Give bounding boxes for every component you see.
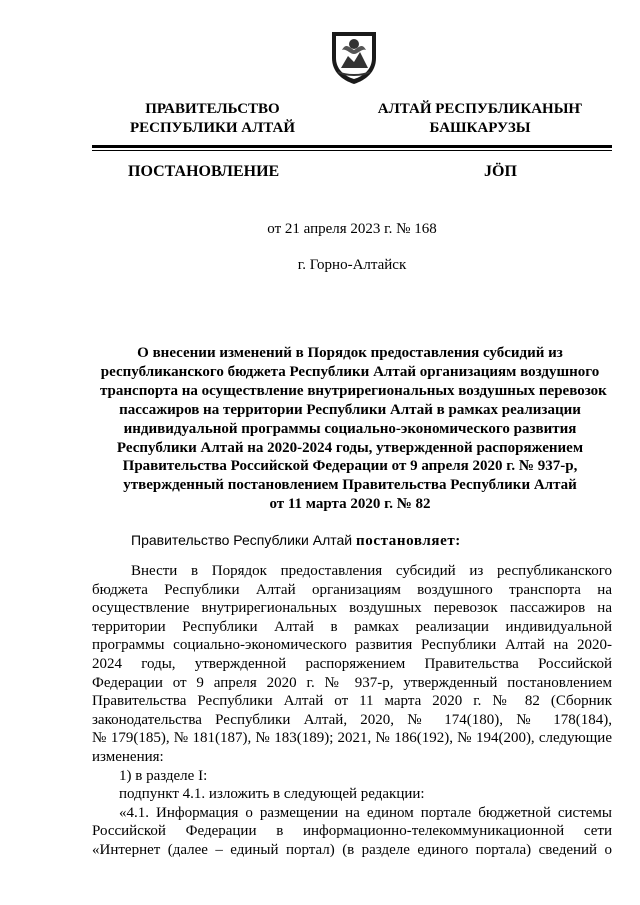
body-line: Правительства Республики Алтай от 11 марта 2020 г. № 82 (Сборник <box>92 693 612 710</box>
title-line: республиканского бюджета Республики Алтай организациям воздушного <box>100 363 600 380</box>
subitem-4-1: подпункт 4.1. изложить в следующей редакции: <box>119 786 425 803</box>
body-line: бюджета Республики Алтай организациям воздушного транспорта на <box>92 581 612 598</box>
title-line: О внесении изменений в Порядок предоставления субсидий из <box>137 345 563 361</box>
quote-line: «4.1. Информация о размещении на едином портале бюджетной системы <box>119 804 612 821</box>
header-right-line1: АЛТАЙ РЕСПУБЛИКАНЫҤ <box>377 101 583 117</box>
title-line: утвержденный постановлением Правительства Республики Алтай <box>123 477 577 494</box>
title-line: транспорта на осуществление внутрирегиональных воздушных перевозок <box>100 382 607 399</box>
government-name-altai <box>360 100 600 138</box>
altai-coat-of-arms-icon <box>328 28 380 86</box>
document-title <box>100 344 607 514</box>
body-line: программы социально-экономического развития Республики Алтай на 2020- <box>92 637 612 654</box>
header-left-line1: ПРАВИТЕЛЬСТВО <box>145 101 280 117</box>
title-line: от 11 марта 2020 г. № 82 <box>269 496 431 513</box>
government-name-russian <box>100 100 325 138</box>
body-line: территории Республики Алтай в рамках реализации индивидуальной <box>92 618 612 635</box>
header-right-line2: БАШКАРУЗЫ <box>429 120 531 136</box>
body-line: Федерации от 9 апреля 2020 г. № 937-р, утвержденный постановлением <box>92 674 612 691</box>
title-line: пассажиров на территории Республики Алтай в рамках реализации <box>119 401 581 418</box>
doc-type-altai: JÖП <box>484 163 517 180</box>
body-line: осуществление внутрирегиональных воздушных перевозок пассажиров на <box>92 600 612 617</box>
body-line: 2024 годы, утвержденной распоряжением Правительства Российской <box>92 655 612 672</box>
preamble-text: Правительство Республики Алтай <box>131 532 357 548</box>
quote-line: Российской Федерации в информационно-телекоммуникационной сети <box>92 823 612 840</box>
item-1: 1) в разделе I: <box>119 767 208 784</box>
body-line: законодательства Республики Алтай, 2020, № 174(180), № 178(184), <box>92 711 612 728</box>
body-line: Внести в Порядок предоставления субсидий из республиканского <box>131 563 612 579</box>
header-divider-thick <box>92 145 612 148</box>
document-body <box>92 562 612 860</box>
doc-type-russian: ПОСТАНОВЛЕНИЕ <box>128 163 280 180</box>
body-line: изменения: <box>92 748 164 765</box>
title-line: Правительства Российской Федерации от 9 апреля 2020 г. № 937-р, <box>122 458 578 475</box>
body-line: № 179(185), № 181(187), № 183(189); 2021, № 186(192), № 194(200), следующие <box>92 730 612 747</box>
document-city: г. Горно-Алтайск <box>297 257 407 273</box>
title-line: индивидуальной программы социально-экономического развития <box>123 420 577 437</box>
document-date-number: от 21 апреля 2023 г. № 168 <box>267 221 437 237</box>
header-left-line2: РЕСПУБЛИКИ АЛТАЙ <box>129 120 296 136</box>
header-divider-thin <box>92 150 612 151</box>
title-line: Республики Алтай на 2020-2024 годы, утвержденной распоряжением <box>116 439 584 456</box>
preamble <box>131 532 461 550</box>
quote-line: «Интернет (далее – единый портал) (в разделе единого портала) сведений о <box>92 841 612 858</box>
preamble-resolves: постановляет: <box>356 533 461 549</box>
